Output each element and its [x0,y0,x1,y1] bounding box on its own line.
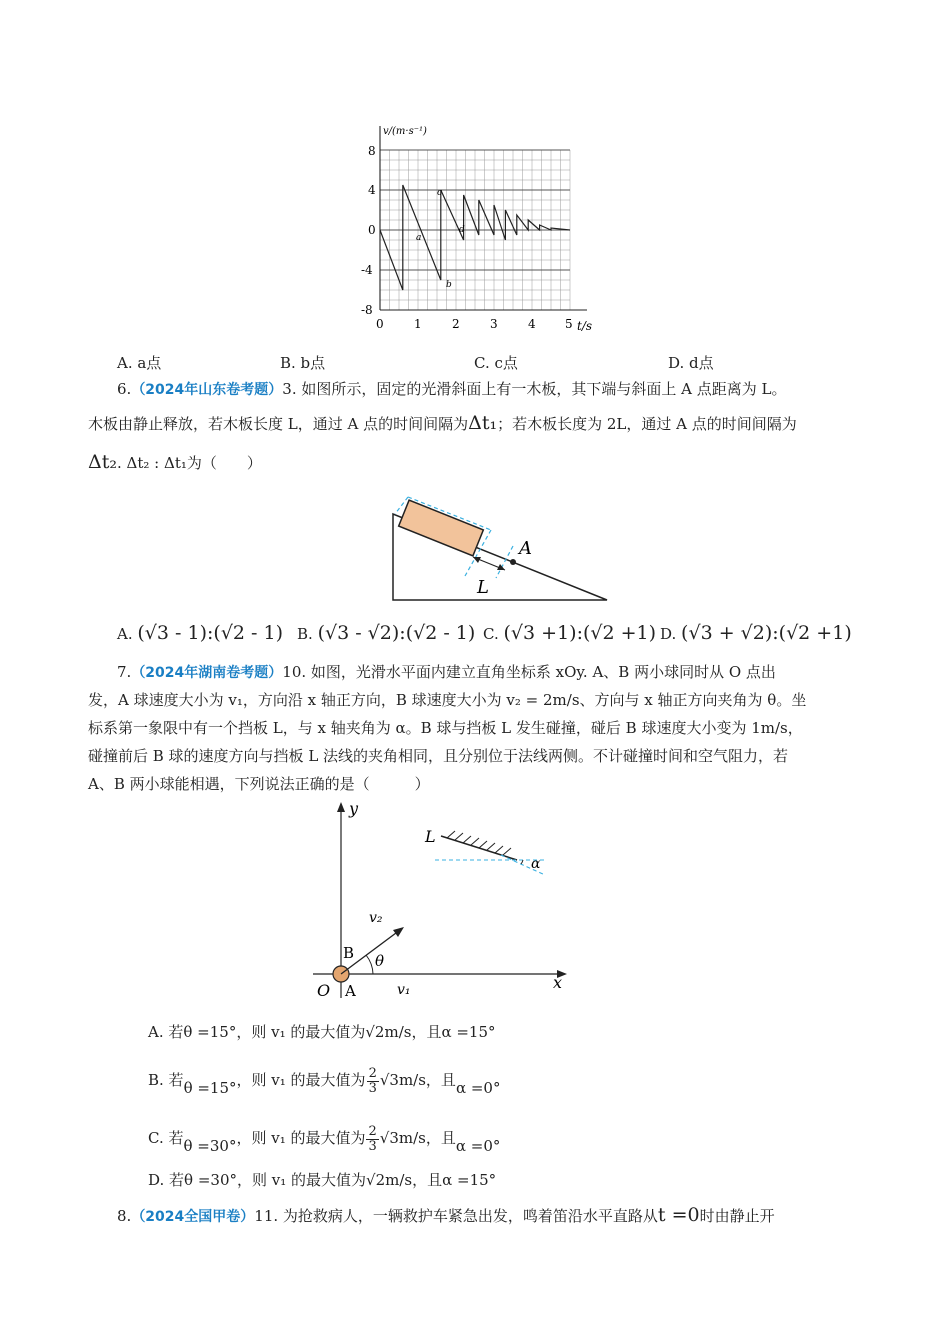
theta-label: θ [375,952,385,970]
q6-option-c[interactable]: C. (√3 +1):(√2 +1) [483,622,657,644]
tick-label-x: 5 [565,317,573,331]
coordinate-figure [305,798,580,1008]
ball-b-label: B [343,944,355,962]
chart-grid [380,150,570,310]
q6-option-a[interactable]: A. (√3 - 1):(√2 - 1) [117,622,284,644]
question-source: （2024年山东卷考题） [131,382,283,398]
point-label-c: c [437,188,443,198]
q7-option-b[interactable]: B. 若θ =15°，则 v₁ 的最大值为 $\frac{2}{3}$ √3m/s，且α =0° [148,1065,501,1097]
vt-chart [355,120,600,335]
q5-option-c[interactable]: C. c点 [474,354,518,372]
q7-line-5: A、B 两小球能相遇，下列说法正确的是（ ） [88,775,430,793]
q6-line-3: Δt₂. Δt₂ : Δt₁为（ ） [88,451,262,473]
point-label-a: a [416,233,422,243]
baffle-label: L [425,827,436,846]
tick-label-x: 1 [414,317,422,331]
q5-option-a[interactable]: A. a点 [117,354,162,372]
q5-option-d[interactable]: D. d点 [668,354,714,372]
tick-label-y: -4 [361,263,373,277]
x-axis-label: t/s [577,319,593,333]
ball-a-label: A [345,982,356,1000]
q6-option-b[interactable]: B. (√3 - √2):(√2 - 1) [297,622,476,644]
wooden-board [399,500,484,556]
question-source: （2024全国甲卷） [131,1209,255,1225]
point-a [510,559,516,565]
q7-line-1: 7.（2024年湖南卷考题）10. 如图，光滑水平面内建立直角坐标系 xOy. A、B 两小球同时从 O 点出 [117,663,776,681]
q6-line-2: 木板由静止释放，若木板长度 L，通过 A 点的时间间隔为Δt₁；若木板长度为 2L，通过 A 点的时间间隔为 [88,412,797,434]
q7-option-a[interactable]: A. 若θ =15°，则 v₁ 的最大值为√2m/s，且α =15° [148,1023,496,1041]
question-source: （2024年湖南卷考题） [131,665,283,681]
q7-line-3: 标系第一象限中有一个挡板 L，与 x 轴夹角为 α。B 球与挡板 L 发生碰撞，碰后 B 球速度大小变为 1m/s， [88,719,803,737]
question-number: 6. [117,380,132,398]
q7-line-2: 发，A 球速度大小为 v₁，方向沿 x 轴正方向，B 球速度大小为 v₂ = 2m/s、方向与 x 轴正方向夹角为 θ。坐 [88,691,807,709]
q6-line-1: 6.（2024年山东卷考题）3. 如图所示，固定的光滑斜面上有一木板，其下端与斜面上 A 点距离为 L。 [117,380,787,398]
tick-label-x: 0 [376,317,384,331]
origin-label: O [317,981,331,1000]
tick-label-y: 4 [368,183,376,197]
y-axis-label: v/(m·s⁻¹) [383,126,427,137]
axis-x-label: x [553,973,563,992]
tick-label-x: 4 [528,317,536,331]
v1-label: v₁ [397,982,411,998]
incline-figure [385,488,615,606]
tick-label-y: 0 [368,223,376,237]
label-A: A [519,538,532,559]
q5-option-b[interactable]: B. b点 [280,354,326,372]
alpha-label: α [531,856,541,872]
label-L: L [477,577,489,598]
tick-label-x: 3 [490,317,498,331]
tick-label-y: 8 [368,144,376,158]
tick-label-x: 2 [452,317,460,331]
q7-line-4: 碰撞前后 B 球的速度方向与挡板 L 法线的夹角相同，且分别位于法线两侧。不计碰撞时间和空气阻力，若 [88,747,789,765]
v2-label: v₂ [369,910,383,926]
axis-y-label: y [349,799,359,818]
point-label-b: b [446,280,452,290]
q7-option-c[interactable]: C. 若θ =30°，则 v₁ 的最大值为 $\frac{2}{3}$ √3m/s，且α =0° [148,1123,501,1155]
chart-axes [380,126,587,310]
q6-option-d[interactable]: D. (√3 + √2):(√2 +1) [660,622,852,644]
q7-option-d[interactable]: D. 若θ =30°，则 v₁ 的最大值为√2m/s，且α =15° [148,1171,497,1189]
tick-label-y: -8 [361,303,373,317]
point-label-d: d [459,225,465,235]
q8-line-1: 8.（2024全国甲卷）11. 为抢救病人，一辆救护车紧急出发，鸣着笛沿水平直路从t =0时由静止开 [117,1204,775,1226]
